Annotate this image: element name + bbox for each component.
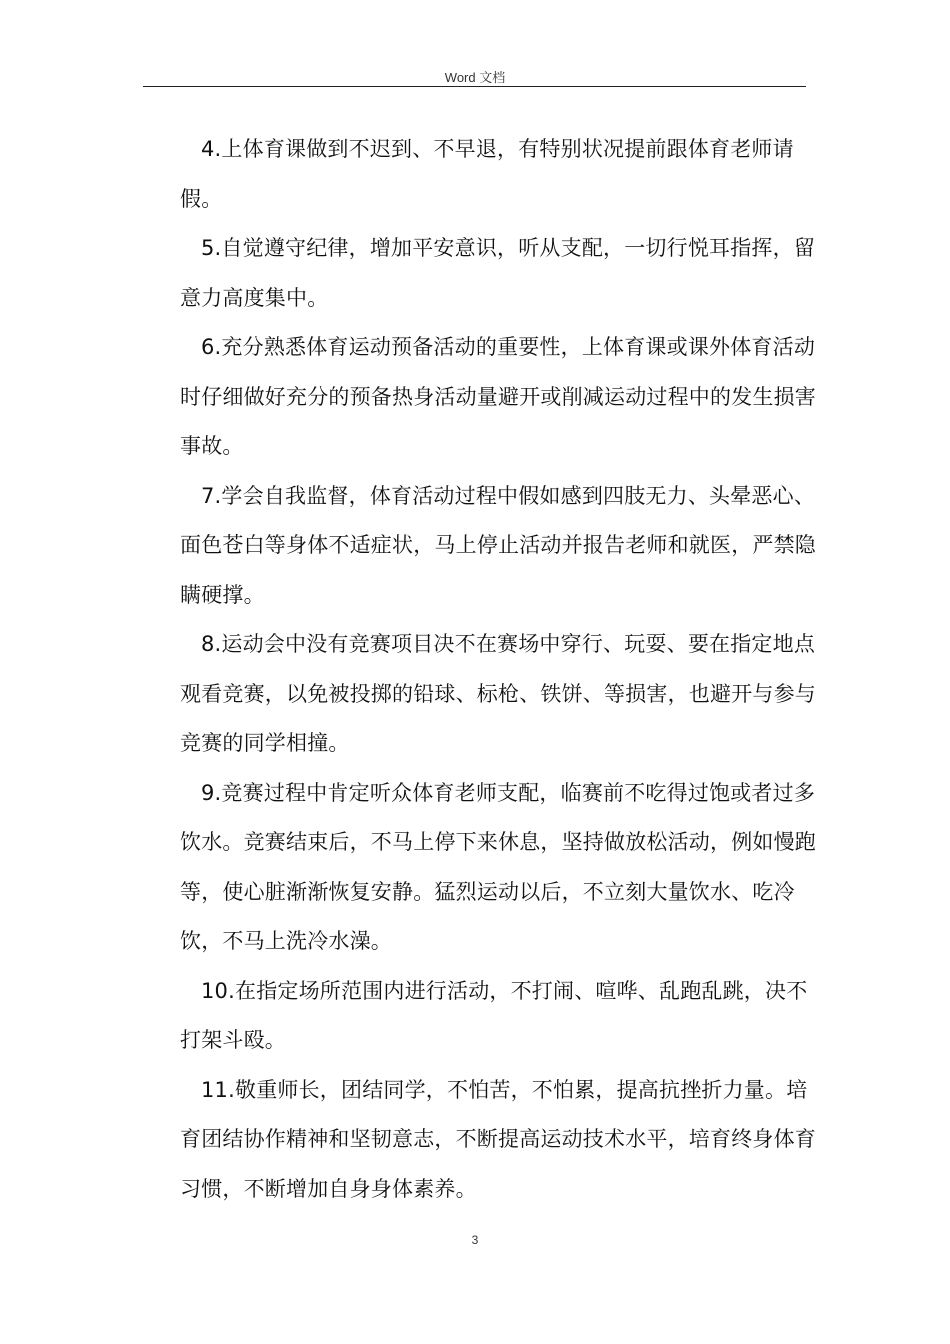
header-divider (143, 86, 806, 87)
paragraph-item-10: 10.在指定场所范围内进行活动，不打闹、喧哗、乱跑乱跳，决不打架斗殴。 (180, 978, 808, 1052)
paragraph-item-8: 8.运动会中没有竞赛项目决不在赛场中穿行、玩耍、要在指定地点观看竞赛，以免被投掷的铅球、标枪、铁饼、等损害，也避开与参与竞赛的同学相撞。 (180, 632, 816, 755)
document-body (180, 125, 820, 1214)
page-number: 3 (471, 1233, 479, 1247)
paragraph-item-9: 9.竞赛过程中肯定听众体育老师支配，临赛前不吃得过饱或者过多饮水。竞赛结束后，不马上停下来休息，坚持做放松活动，例如慢跑等，使心脏渐渐恢复安静。猛烈运动以后，不立刻大量饮水、吃冷饮，不马上洗冷水澡。 (180, 780, 816, 953)
paragraph-item-7: 7.学会自我监督，体育活动过程中假如感到四肢无力、头晕恶心、面色苍白等身体不适症状，马上停止活动并报告老师和就医，严禁隐瞒硬撑。 (180, 483, 816, 607)
page-header-title: Word 文档 (444, 70, 506, 85)
paragraph-item-5: 5.自觉遵守纪律，增加平安意识，听从支配，一切行悦耳指挥，留意力高度集中。 (180, 236, 816, 310)
paragraph-item-6: 6.充分熟悉体育运动预备活动的重要性，上体育课或课外体育活动时仔细做好充分的预备热身活动量避开或削减运动过程中的发生损害事故。 (180, 335, 816, 458)
paragraph-item-11: 11.敬重师长，团结同学，不怕苦，不怕累，提高抗挫折力量。培育团结协作精神和坚韧意志，不断提高运动技术水平，培育终身体育习惯，不断增加自身身体素养。 (180, 1077, 816, 1201)
paragraph-item-4: 4.上体育课做到不迟到、不早退，有特别状况提前跟体育老师请假。 (180, 137, 794, 211)
